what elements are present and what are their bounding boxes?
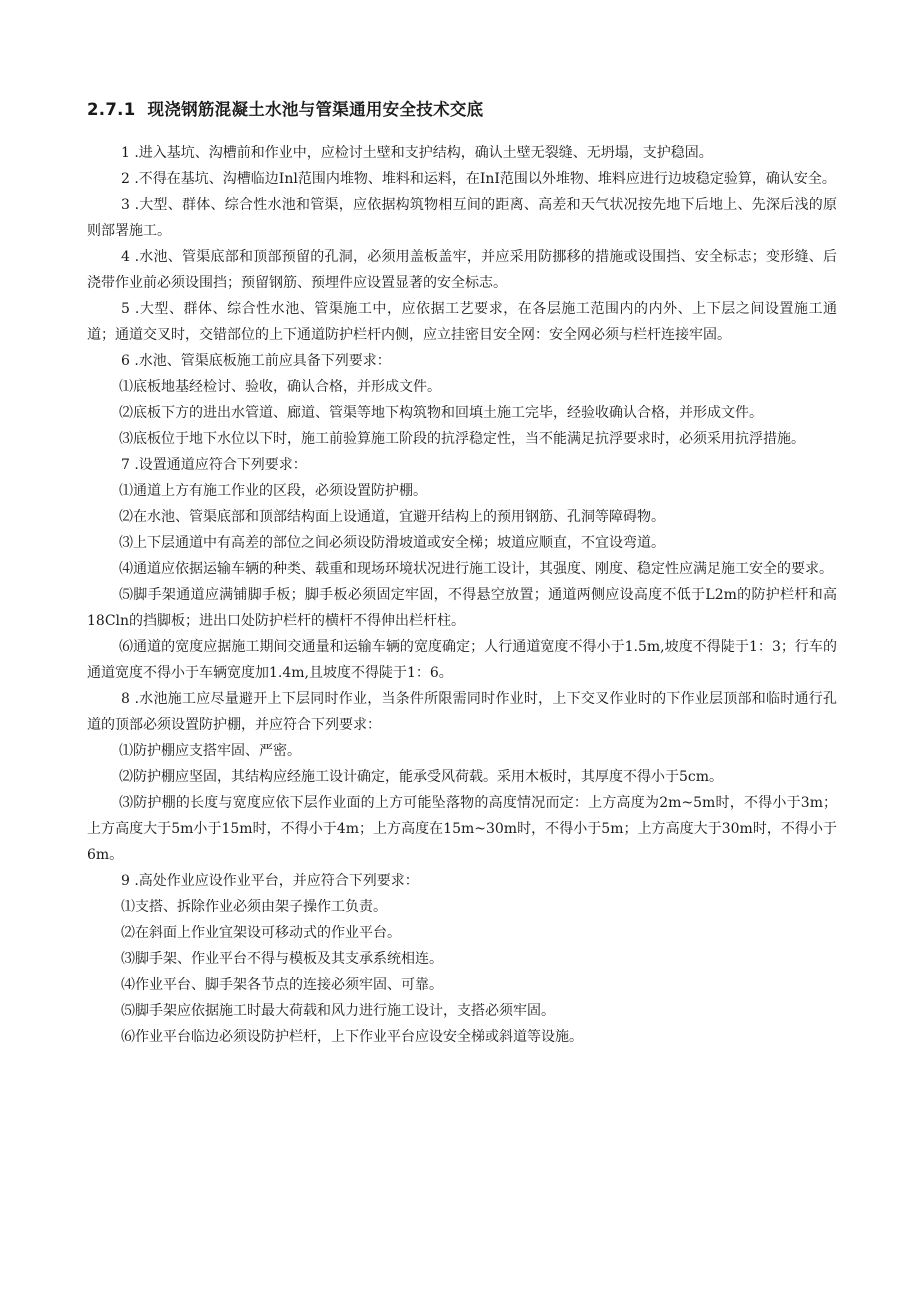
item-3: 3 .大型、群体、综合性水池和管渠，应依据构筑物相互间的距离、高差和天气状况按先地下后地上、先深后浅的原则部署施工。 xyxy=(87,197,837,239)
item-7-2: ⑵在水池、管渠底部和顶部结构面上设通道，宜避开结构上的预用钢筋、孔洞等障碍物。 xyxy=(119,509,665,525)
item-8: 8 .水池施工应尽量避开上下层同时作业，当条件所限需同时作业时，上下交叉作业时的下作业层顶部和临时通行孔道的顶部必须设置防护棚，并应符合下列要求： xyxy=(87,691,837,733)
item-5: 5 .大型、群体、综合性水池、管渠施工中，应依据工艺要求，在各层施工范围内的内外、上下层之间设置施工通道；通道交叉时，交错部位的上下通道防护栏杆内侧，应立挂密目安全网：安全网必须与栏杆连接牢固。 xyxy=(87,301,837,343)
item-9-5: ⑸脚手架应依据施工时最大荷载和风力进行施工设计，支搭必须牢固。 xyxy=(121,1003,555,1019)
item-8-3: ⑶防护棚的长度与宽度应依下层作业面的上方可能坠落物的高度情况而定：上方高度为2m~5m时，不得小于3m；上方高度大于5m小于15m时，不得小于4m；上方高度在15m~30m时，不得小于5m；上方高度大于30m时，不得小于6m。 xyxy=(87,795,837,863)
item-9: 9 .高处作业应设作业平台，并应符合下列要求： xyxy=(121,873,419,889)
item-7: 7 .设置通道应符合下列要求： xyxy=(121,457,307,473)
item-9-1: ⑴支搭、拆除作业必须由架子操作工负责。 xyxy=(121,899,387,915)
item-9-2: ⑵在斜面上作业宜架设可移动式的作业平台。 xyxy=(121,925,401,941)
item-7-5: ⑸脚手架通道应满铺脚手板；脚手板必须固定牢固，不得悬空放置；通道两侧应设高度不低于L2m的防护栏杆和高18Cln的挡脚板；进出口处防护栏杆的横杆不得伸出栏杆柱。 xyxy=(87,587,837,629)
item-6-1: ⑴底板地基经检讨、验收，确认合格，并形成文件。 xyxy=(119,379,441,395)
item-9-4: ⑷作业平台、脚手架各节点的连接必须牢固、可靠。 xyxy=(121,977,443,993)
section-title: 现浇钢筋混凝土水池与管渠通用安全技术交底 xyxy=(147,100,484,119)
item-7-1: ⑴通道上方有施工作业的区段，必须设置防护棚。 xyxy=(119,483,427,499)
item-6: 6 .水池、管渠底板施工前应具备下列要求： xyxy=(121,353,391,369)
item-7-3: ⑶上下层通道中有高差的部位之间必须设防滑坡道或安全梯；坡道应顺直，不宜设弯道。 xyxy=(119,535,665,551)
item-2: 2 .不得在基坑、沟槽临边Inl范围内堆物、堆料和运料，在InI范围以外堆物、堆料应进行边坡稳定验算，确认安全。 xyxy=(121,171,836,187)
item-9-6: ⑹作业平台临边必须设防护栏杆，上下作业平台应设安全梯或斜道等设施。 xyxy=(121,1029,583,1045)
item-7-4: ⑷通道应依据运输车辆的种类、载重和现场环境状况进行施工设计，其强度、刚度、稳定性应满足施工安全的要求。 xyxy=(119,561,833,577)
document-body xyxy=(87,140,837,1050)
item-9-3: ⑶脚手架、作业平台不得与模板及其支承系统相连。 xyxy=(121,951,443,967)
item-7-6: ⑹通道的宽度应据施工期间交通量和运输车辆的宽度确定；人行通道宽度不得小于1.5m,坡度不得陡于1：3；行车的通道宽度不得小于车辆宽度加1.4m,且坡度不得陡于1：6。 xyxy=(87,639,837,681)
item-1: 1 .进入基坑、沟槽前和作业中，应检讨土壁和支护结构，确认土壁无裂缝、无坍塌，支护稳固。 xyxy=(121,145,713,161)
item-4: 4 .水池、管渠底部和顶部预留的孔洞，必须用盖板盖牢，并应采用防挪移的措施或设围挡、安全标志；变形缝、后浇带作业前必须设围挡；预留钢筋、预埋件应设置显著的安全标志。 xyxy=(87,249,837,291)
section-heading xyxy=(87,96,483,120)
item-6-3: ⑶底板位于地下水位以下时，施工前验算施工阶段的抗浮稳定性，当不能满足抗浮要求时，必须采用抗浮措施。 xyxy=(119,431,805,447)
item-6-2: ⑵底板下方的进出水管道、廊道、管渠等地下构筑物和回填土施工完毕，经验收确认合格，并形成文件。 xyxy=(119,405,763,421)
section-number: 2.7.1 xyxy=(87,100,136,119)
item-8-2: ⑵防护棚应坚固，其结构应经施工设计确定，能承受风荷载。采用木板时，其厚度不得小于5cm。 xyxy=(119,769,724,785)
item-8-1: ⑴防护棚应支搭牢固、严密。 xyxy=(119,743,301,759)
